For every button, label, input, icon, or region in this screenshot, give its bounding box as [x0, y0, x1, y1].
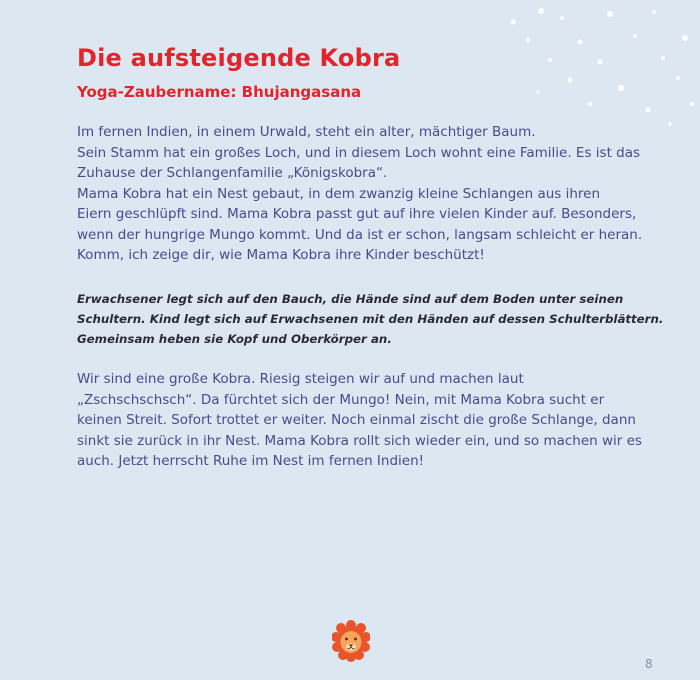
text-line: Im fernen Indien, in einem Urwald, steht ein alter, mächtiger Baum.: [77, 124, 536, 140]
text-line: auch. Jetzt herrscht Ruhe im Nest im fernen Indien!: [77, 453, 425, 469]
text-line: Eiern geschlüpft sind. Mama Kobra passt gut auf ihre vielen Kinder auf. Besonders,: [77, 206, 637, 222]
text-line: sinkt sie zurück in ihr Nest. Mama Kobra rollt sich wieder ein, und so machen wir es: [77, 432, 642, 449]
text-line: Gemeinsam heben sie Kopf und Oberkörper an.: [77, 332, 392, 346]
text-line: Mama Kobra hat ein Nest gebaut, in dem zwanzig kleine Schlangen aus ihren: [77, 185, 601, 202]
text-line: Schultern. Kind legt sich auf Erwachsenen mit den Händen auf dessen Schulterblättern.: [77, 312, 664, 326]
text-line: Zuhause der Schlangenfamilie „Königskobra“.: [77, 165, 388, 181]
instructions-paragraph: [77, 289, 677, 349]
lion-icon: [332, 620, 370, 662]
snow-dots-icon: [480, 0, 700, 130]
page-subtitle: Yoga-Zaubername: Bhujangasana: [77, 83, 362, 101]
text-line: Wir sind eine große Kobra. Riesig steigen wir auf und machen laut: [77, 371, 524, 387]
text-line: Komm, ich zeige dir, wie Mama Kobra ihre Kinder beschützt!: [77, 247, 485, 263]
text-line: keinen Streit. Sofort trottet er weiter. Noch einmal zischt die große Schlange, dann: [77, 412, 636, 428]
text-line: „Zschschschsch“. Da fürchtet sich der Mungo! Nein, mit Mama Kobra sucht er: [77, 391, 605, 408]
story-paragraph-1: [77, 122, 677, 266]
page-title: Die aufsteigende Kobra: [77, 44, 401, 72]
text-line: Erwachsener legt sich auf den Bauch, die Hände sind auf dem Boden unter seinen: [77, 292, 624, 306]
page-number: 8: [645, 657, 653, 671]
text-line: wenn der hungrige Mungo kommt. Und da ist er schon, langsam schleicht er heran.: [77, 226, 643, 243]
story-paragraph-2: [77, 369, 677, 472]
text-line: Sein Stamm hat ein großes Loch, und in diesem Loch wohnt eine Familie. Es ist das: [77, 144, 641, 161]
